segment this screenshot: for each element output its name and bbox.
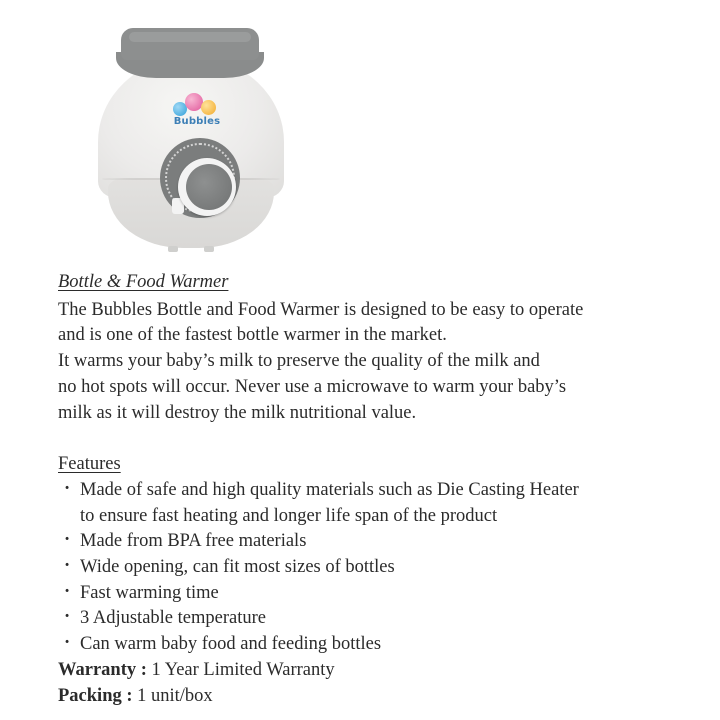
orange-bubble-icon bbox=[201, 100, 216, 115]
features-list bbox=[58, 478, 698, 658]
feature-item: · Made of safe and high quality materials such as Die Casting Heater bbox=[58, 478, 698, 504]
feature-item: · Made from BPA free materials bbox=[58, 529, 698, 555]
description-line: and is one of the fastest bottle warmer in the market. bbox=[58, 325, 447, 346]
packing-row bbox=[58, 684, 698, 710]
description-line: no hot spots will occur. Never use a microwave to warm your baby’s bbox=[58, 376, 567, 397]
packing-label: Packing : bbox=[58, 685, 133, 706]
warmer-lid bbox=[121, 28, 259, 60]
foot bbox=[204, 246, 214, 252]
description-line: The Bubbles Bottle and Food Warmer is designed to be easy to operate bbox=[58, 299, 584, 320]
warranty-label: Warranty : bbox=[58, 659, 147, 680]
warranty-value: 1 Year Limited Warranty bbox=[146, 659, 335, 680]
product-description bbox=[58, 270, 698, 709]
feature-item: · 3 Adjustable temperature bbox=[58, 606, 698, 632]
logo-text: Bubbles bbox=[173, 116, 221, 127]
features-heading: Features bbox=[58, 454, 121, 475]
description-line: It warms your baby’s milk to preserve the quality of the milk and bbox=[58, 351, 540, 372]
product-heading: Bottle & Food Warmer bbox=[58, 272, 229, 292]
packing-value: 1 unit/box bbox=[132, 685, 213, 706]
product-image-bottle-warmer bbox=[88, 18, 288, 256]
feature-item: · Can warm baby food and feeding bottles bbox=[58, 632, 698, 658]
warranty-row bbox=[58, 658, 698, 684]
bubbles-logo bbox=[171, 90, 221, 132]
description-line: milk as it will destroy the milk nutritional value. bbox=[58, 402, 417, 423]
feature-item: · Wide opening, can fit most sizes of bottles bbox=[58, 555, 698, 581]
feature-item: · Fast warming time bbox=[58, 581, 698, 607]
temperature-dial-knob bbox=[186, 164, 232, 210]
foot bbox=[168, 246, 178, 252]
feature-item-continuation: to ensure fast heating and longer life span of the product bbox=[80, 505, 498, 526]
